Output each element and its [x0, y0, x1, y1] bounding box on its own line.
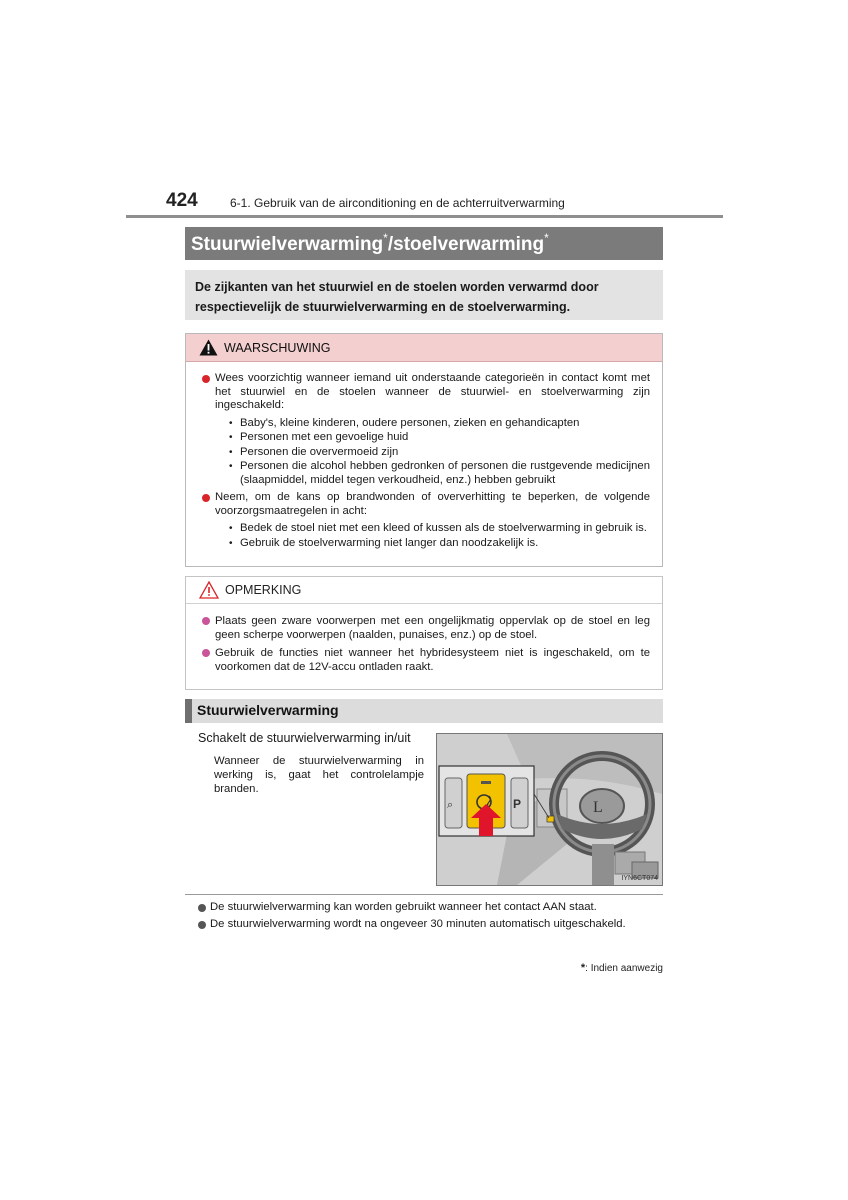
pink-bullet-icon	[202, 649, 210, 657]
note-box	[185, 576, 663, 690]
footnote-text: : Indien aanwezig	[585, 963, 663, 974]
gray-bullet-icon	[198, 904, 206, 912]
section-heading: Stuurwielverwarming	[185, 699, 663, 723]
svg-text:L: L	[593, 799, 603, 816]
note-item	[202, 646, 650, 674]
warning-subitem: • Personen die alcohol hebben gedronken of personen die rustgevende medicijnen (slaapmiddel, middel tegen verkoudheid, enz.) hebben gebruikt	[228, 460, 650, 487]
pink-bullet-icon	[202, 617, 210, 625]
running-header: 6-1. Gebruik van de airconditioning en de achterruitverwarming	[230, 196, 565, 210]
note-item-text: Plaats geen zware voorwerpen met een ongelijkmatig oppervlak op de stoel en leg geen scherpe voorwerpen (naalden, punaises, enz.) op de stoel.	[215, 615, 650, 641]
warning-sublist	[228, 522, 650, 550]
item-subtext: Wanneer de stuurwielverwarming in werking is, gaat het controlelampje branden.	[214, 755, 424, 795]
page-title	[185, 227, 663, 260]
title-star-1: *	[383, 231, 388, 245]
warning-item	[202, 372, 650, 487]
note-item-text: Gebruik de functies niet wanneer het hybridesysteem niet is ingeschakeld, om te voorkomen dat de 12V-accu ontladen raakt.	[215, 647, 650, 673]
intro-text: De zijkanten van het stuurwiel en de stoelen worden verwarmd door respectievelijk de stuurwielverwarming en de stoelverwarming.	[195, 280, 599, 314]
header-rule	[126, 215, 723, 218]
caution-triangle-icon	[199, 581, 219, 599]
footnote-star: *	[580, 962, 586, 974]
intro-box	[185, 270, 663, 320]
note-list-text: De stuurwielverwarming kan worden gebruikt wanneer het contact AAN staat.	[210, 901, 597, 913]
warning-subitem: • Baby's, kleine kinderen, oudere personen, zieken en gehandicapten	[228, 417, 650, 431]
note-list-text: De stuurwielverwarming wordt na ongeveer 30 minuten automatisch uitgeschakeld.	[210, 918, 626, 930]
note-header	[186, 577, 662, 604]
footnote	[581, 962, 663, 974]
warning-item-text: Neem, om de kans op brandwonden of oververhitting te beperken, de volgende voorzorgsmaatregelen in acht:	[215, 491, 650, 517]
note-list-item	[198, 918, 663, 930]
page-number: 424	[166, 190, 198, 211]
note-heading: OPMERKING	[225, 583, 302, 597]
warning-heading: WAARSCHUWING	[224, 340, 331, 355]
red-bullet-icon	[202, 494, 210, 502]
illustration-code: IYN6CT074	[621, 875, 658, 882]
warning-subitem: • Personen die oververmoeid zijn	[228, 446, 650, 460]
gray-bullet-icon	[198, 921, 206, 929]
warning-sublist	[228, 417, 650, 488]
steering-wheel-illustration	[436, 733, 663, 886]
title-part-2: /stoelverwarming	[387, 234, 545, 255]
note-item	[202, 614, 650, 642]
note-list-item	[198, 901, 663, 913]
svg-text:⌕: ⌕	[447, 799, 454, 811]
title-part-1: Stuurwielverwarming	[191, 234, 384, 255]
svg-text:P: P	[513, 797, 522, 811]
notes-list	[198, 901, 663, 935]
bottom-rule	[185, 894, 663, 895]
item-description: Schakelt de stuurwielverwarming in/uit	[198, 731, 411, 745]
warning-item	[202, 491, 650, 550]
warning-item-text: Wees voorzichtig wanneer iemand uit onderstaande categorieën in contact komt met het stuurwiel en de stoelen wanneer de stuurwiel- en stoelverwarming zijn ingeschakeld:	[215, 372, 650, 411]
red-bullet-icon	[202, 375, 210, 383]
warning-body	[186, 362, 662, 550]
warning-header	[186, 334, 662, 362]
note-body	[186, 604, 662, 674]
warning-subitem: • Personen met een gevoelige huid	[228, 431, 650, 445]
warning-subitem: • Gebruik de stoelverwarming niet langer dan noodzakelijk is.	[228, 537, 650, 551]
warning-box	[185, 333, 663, 567]
warning-subitem: • Bedek de stoel niet met een kleed of kussen als de stoelverwarming in gebruik is.	[228, 522, 650, 536]
title-star-2: *	[544, 231, 549, 245]
warning-triangle-icon	[199, 339, 218, 356]
